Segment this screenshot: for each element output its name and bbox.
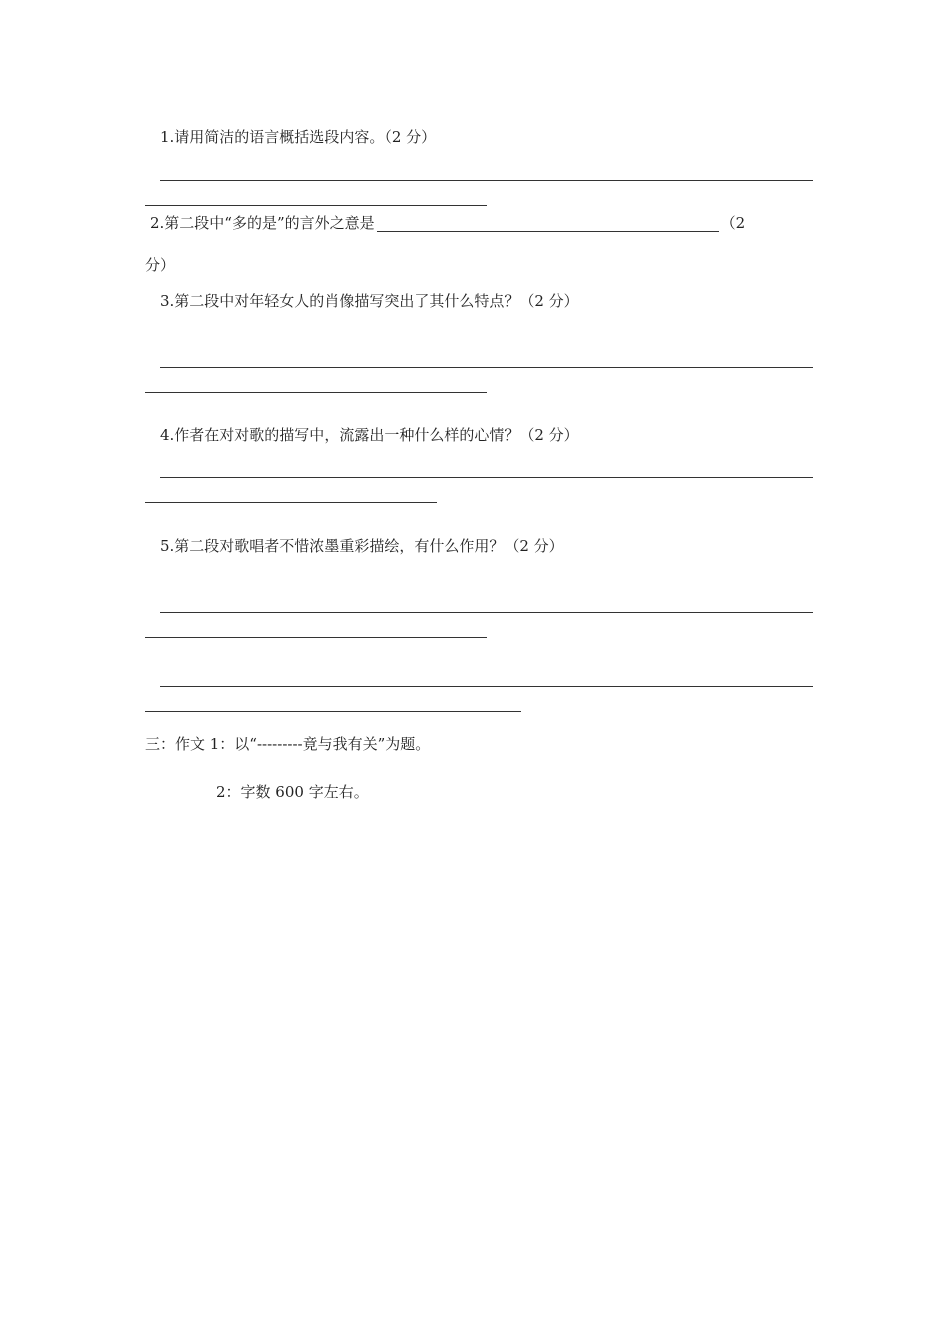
question-2 — [150, 214, 745, 232]
answer-line — [145, 502, 437, 503]
answer-line — [145, 205, 487, 206]
question-1: 1.请用简洁的语言概括选段内容。（2 分） — [160, 128, 437, 146]
answer-line — [145, 392, 487, 393]
composition-requirement: 2：字数 600 字左右。 — [216, 783, 369, 801]
question-2-prefix: 2.第二段中“多的是”的言外之意是 — [150, 214, 375, 232]
answer-line — [160, 686, 813, 687]
question-3: 3.第二段中对年轻女人的肖像描写突出了其什么特点？（2 分） — [160, 292, 579, 310]
inline-answer-blank — [377, 216, 719, 232]
answer-line — [145, 711, 521, 712]
question-5: 5.第二段对歌唱者不惜浓墨重彩描绘，有什么作用？（2 分） — [160, 537, 564, 555]
composition-prompt: 三：作文 1：以“---------竟与我有关”为题。 — [145, 735, 431, 753]
question-4: 4.作者在对对歌的描写中，流露出一种什么样的心情？（2 分） — [160, 426, 579, 444]
answer-line — [145, 637, 487, 638]
answer-line — [160, 367, 813, 368]
answer-line — [160, 180, 813, 181]
question-2-wrap: 分） — [145, 256, 176, 274]
answer-line — [160, 477, 813, 478]
answer-line — [160, 612, 813, 613]
question-2-suffix: （2 — [720, 214, 746, 232]
